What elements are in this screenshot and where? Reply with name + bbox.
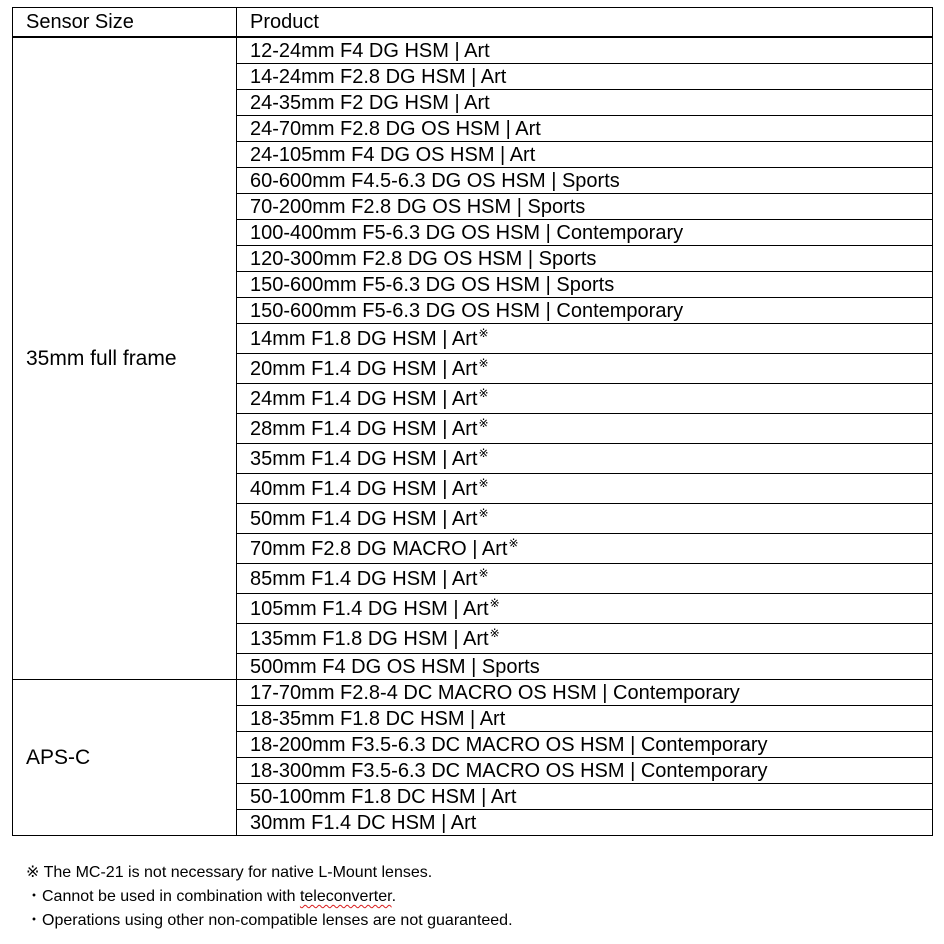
header-sensor-size: Sensor Size xyxy=(13,8,237,38)
product-cell xyxy=(237,116,933,142)
product-cell xyxy=(237,90,933,116)
product-cell xyxy=(237,354,933,384)
product-cell xyxy=(237,758,933,784)
product-name: 24mm F1.4 DG HSM | Art xyxy=(250,387,478,410)
note-reference-mark: ※ xyxy=(478,445,489,460)
product-name: 14mm F1.8 DG HSM | Art xyxy=(250,327,478,350)
product-cell xyxy=(237,298,933,324)
table-body xyxy=(13,37,933,836)
product-cell xyxy=(237,810,933,836)
product-name: 24-70mm F2.8 DG OS HSM | Art xyxy=(250,117,541,140)
product-name: 12-24mm F4 DG HSM | Art xyxy=(250,39,490,62)
product-name: 18-200mm F3.5-6.3 DC MACRO OS HSM | Contemporary xyxy=(250,733,768,756)
product-cell xyxy=(237,732,933,758)
note-reference-mark: ※ xyxy=(489,595,500,610)
product-cell xyxy=(237,654,933,680)
product-name: 50mm F1.4 DG HSM | Art xyxy=(250,507,478,530)
product-cell xyxy=(237,37,933,64)
note-reference-mark: ※ xyxy=(478,565,489,580)
product-name: 135mm F1.8 DG HSM | Art xyxy=(250,627,489,650)
product-cell xyxy=(237,246,933,272)
sensor-size-cell: APS-C xyxy=(13,680,237,836)
product-cell xyxy=(237,324,933,354)
table-row xyxy=(13,37,933,64)
note-reference-mark: ※ xyxy=(478,475,489,490)
product-name: 100-400mm F5-6.3 DG OS HSM | Contemporary xyxy=(250,221,684,244)
product-cell xyxy=(237,414,933,444)
table-row xyxy=(13,680,933,706)
note-teleconverter xyxy=(26,885,513,909)
table-header-row xyxy=(13,8,933,38)
product-name: 18-300mm F3.5-6.3 DC MACRO OS HSM | Contemporary xyxy=(250,759,768,782)
note-non-compatible: ・Operations using other non-compatible lenses are not guaranteed. xyxy=(26,912,513,929)
product-name: 20mm F1.4 DG HSM | Art xyxy=(250,357,478,380)
note-teleconverter-suffix: . xyxy=(391,888,397,905)
product-cell xyxy=(237,624,933,654)
lens-compatibility-table xyxy=(12,7,933,836)
product-cell xyxy=(237,680,933,706)
product-name: 28mm F1.4 DG HSM | Art xyxy=(250,417,478,440)
note-mc21: ※ The MC-21 is not necessary for native L-Mount lenses. xyxy=(26,864,433,881)
product-name: 14-24mm F2.8 DG HSM | Art xyxy=(250,65,507,88)
product-cell xyxy=(237,784,933,810)
note-teleconverter-prefix: ・Cannot be used in combination with xyxy=(26,888,300,905)
note-reference-mark: ※ xyxy=(478,415,489,430)
footnotes xyxy=(26,861,513,933)
product-cell xyxy=(237,474,933,504)
product-cell xyxy=(237,384,933,414)
header-product: Product xyxy=(237,8,933,38)
product-cell xyxy=(237,564,933,594)
note-reference-mark: ※ xyxy=(478,505,489,520)
note-reference-mark: ※ xyxy=(478,325,489,340)
note-reference-mark: ※ xyxy=(489,625,500,640)
product-cell xyxy=(237,64,933,90)
product-cell xyxy=(237,706,933,732)
product-name: 150-600mm F5-6.3 DG OS HSM | Sports xyxy=(250,273,615,296)
product-name: 17-70mm F2.8-4 DC MACRO OS HSM | Contemporary xyxy=(250,681,740,704)
product-name: 18-35mm F1.8 DC HSM | Art xyxy=(250,707,506,730)
product-name: 150-600mm F5-6.3 DG OS HSM | Contemporary xyxy=(250,299,684,322)
product-cell xyxy=(237,534,933,564)
product-name: 40mm F1.4 DG HSM | Art xyxy=(250,477,478,500)
product-name: 24-105mm F4 DG OS HSM | Art xyxy=(250,143,536,166)
product-name: 85mm F1.4 DG HSM | Art xyxy=(250,567,478,590)
product-name: 500mm F4 DG OS HSM | Sports xyxy=(250,655,540,678)
product-name: 120-300mm F2.8 DG OS HSM | Sports xyxy=(250,247,597,270)
product-cell xyxy=(237,272,933,298)
product-name: 50-100mm F1.8 DC HSM | Art xyxy=(250,785,517,808)
note-reference-mark: ※ xyxy=(508,535,519,550)
product-name: 70mm F2.8 DG MACRO | Art xyxy=(250,537,508,560)
product-name: 24-35mm F2 DG HSM | Art xyxy=(250,91,490,114)
product-name: 105mm F1.4 DG HSM | Art xyxy=(250,597,489,620)
product-cell xyxy=(237,194,933,220)
product-cell xyxy=(237,444,933,474)
product-cell xyxy=(237,220,933,246)
product-name: 70-200mm F2.8 DG OS HSM | Sports xyxy=(250,195,586,218)
product-cell xyxy=(237,504,933,534)
spellcheck-flagged-word: teleconverter xyxy=(299,888,392,905)
product-name: 30mm F1.4 DC HSM | Art xyxy=(250,811,477,834)
product-cell xyxy=(237,168,933,194)
note-reference-mark: ※ xyxy=(478,355,489,370)
product-name: 35mm F1.4 DG HSM | Art xyxy=(250,447,478,470)
product-cell xyxy=(237,594,933,624)
sensor-size-cell: 35mm full frame xyxy=(13,37,237,680)
product-name: 60-600mm F4.5-6.3 DG OS HSM | Sports xyxy=(250,169,620,192)
product-cell xyxy=(237,142,933,168)
note-reference-mark: ※ xyxy=(478,385,489,400)
